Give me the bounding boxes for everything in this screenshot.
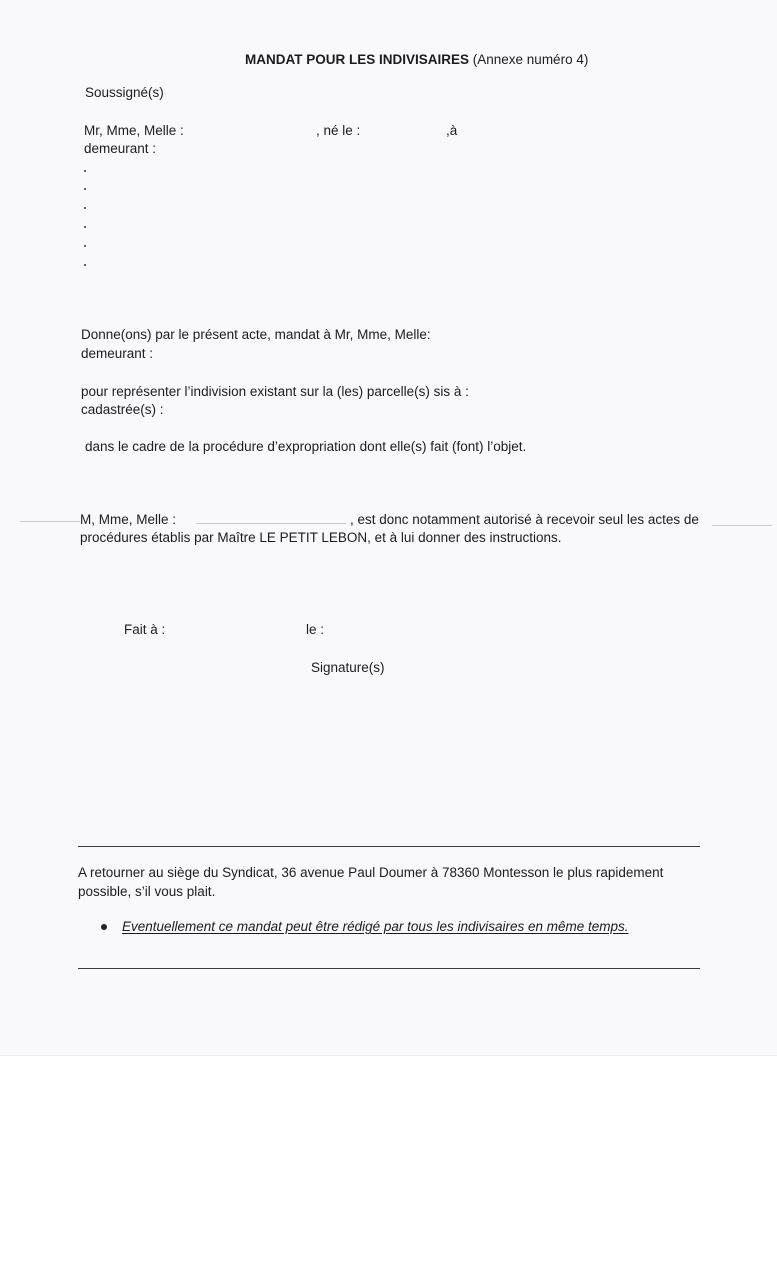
m-mme-melle-label: M, Mme, Melle : bbox=[80, 512, 177, 527]
autorise-line: , est donc notamment autorisé à recevoir seul les actes de bbox=[350, 512, 699, 527]
cadastree-label: cadastrée(s) : bbox=[81, 402, 164, 417]
separator-bottom bbox=[78, 968, 700, 969]
fait-a-label: Fait à : bbox=[124, 622, 166, 637]
address-dot-2 bbox=[84, 188, 86, 190]
scan-line-right bbox=[712, 525, 772, 526]
soussigne-label: Soussigné(s) bbox=[85, 85, 164, 100]
demeurant-label-1: demeurant : bbox=[84, 141, 157, 156]
address-dot-6 bbox=[84, 264, 86, 266]
document-title bbox=[245, 51, 588, 68]
procedures-line: procédures établis par Maître LE PETIT LEBON, et à lui donner des instructions. bbox=[80, 530, 562, 545]
mandat-line: Donne(ons) par le présent acte, mandat à Mr, Mme, Melle: bbox=[81, 327, 431, 342]
representation-line: pour représenter l’indivision existant sur la (les) parcelle(s) sis à : bbox=[81, 384, 469, 399]
address-dot-1 bbox=[84, 170, 86, 172]
procedure-line: dans le cadre de la procédure d’expropriation dont elle(s) fait (font) l’objet. bbox=[85, 439, 527, 454]
return-address-line-1: A retourner au siège du Syndicat, 36 avenue Paul Doumer à 78360 Montesson le plus rapidement bbox=[78, 865, 664, 880]
ne-le-label: , né le : bbox=[316, 123, 361, 138]
return-address-line-2: possible, s’il vous plait. bbox=[78, 884, 216, 899]
date-label: le : bbox=[306, 622, 325, 637]
birthplace-label: ,à bbox=[446, 123, 458, 138]
title-main: MANDAT POUR LES INDIVISAIRES bbox=[245, 52, 470, 67]
name-blank-line bbox=[196, 523, 346, 524]
title-annex: (Annexe numéro 4) bbox=[469, 52, 589, 67]
address-dot-3 bbox=[84, 207, 86, 209]
address-dot-5 bbox=[84, 245, 86, 247]
mr-mme-melle-label: Mr, Mme, Melle : bbox=[84, 123, 184, 138]
scan-line-left bbox=[20, 521, 80, 522]
demeurant-label-2: demeurant : bbox=[81, 346, 154, 361]
signature-label: Signature(s) bbox=[311, 660, 385, 675]
separator-top bbox=[78, 846, 700, 847]
bullet-icon bbox=[101, 924, 107, 930]
note-text: Eventuellement ce mandat peut être rédigé par tous les indivisaires en même temps. bbox=[122, 919, 629, 934]
address-dot-4 bbox=[84, 226, 86, 228]
